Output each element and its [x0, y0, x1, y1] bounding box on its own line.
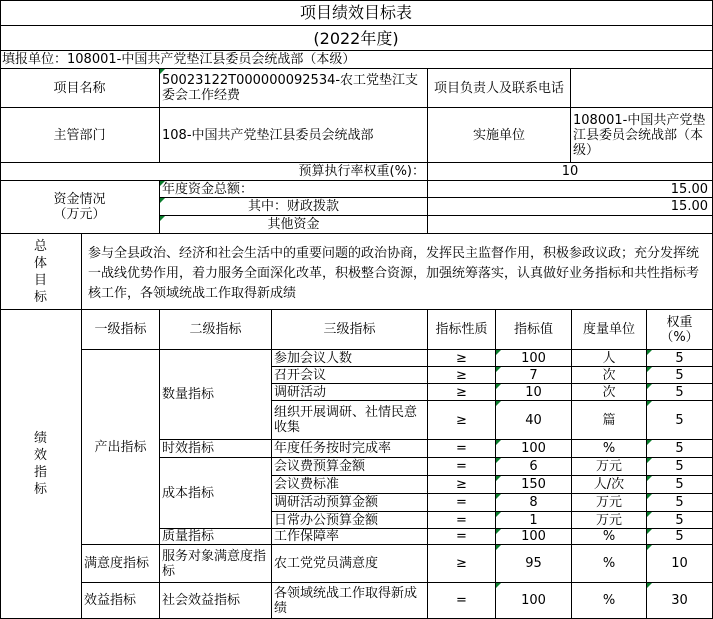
- dept-value: 108-中国共产党垫江县委员会统战部: [160, 108, 428, 163]
- indicator-value-text: 100: [521, 350, 546, 366]
- indicator-name-text: 组织开展调研、社情民意收集: [274, 405, 418, 435]
- indicator-nature-text: =: [456, 459, 467, 474]
- indicator-value: [496, 476, 572, 494]
- indicator-weight-text: 5: [675, 441, 684, 456]
- indicator-weight: [647, 458, 713, 476]
- header-unit: 度量单位: [572, 310, 647, 350]
- indicator-weight: [647, 545, 713, 583]
- indicator-nature: [428, 494, 496, 512]
- cell-marker: [647, 401, 652, 406]
- indicator-name-text: 农工党党员满意度: [274, 556, 379, 571]
- header-value: 指标值: [496, 310, 572, 350]
- indicator-nature: [428, 458, 496, 476]
- level2-social: 社会效益指标: [160, 583, 272, 619]
- indicator-value: [496, 350, 572, 367]
- indicator-unit-text: %: [602, 441, 616, 456]
- indicator-value: [496, 440, 572, 458]
- indicator-unit: [572, 367, 647, 384]
- fund-total-value: 15.00: [428, 181, 713, 198]
- indicator-value-text: 95: [525, 556, 542, 571]
- indicator-nature: [428, 583, 496, 619]
- indicator-unit: [572, 476, 647, 494]
- indicator-weight-text: 5: [675, 495, 684, 510]
- indicator-unit-text: 万元: [595, 495, 622, 510]
- indicator-unit: [572, 529, 647, 545]
- level2-service: 服务对象满意度指标: [160, 545, 272, 583]
- indicator-name: [272, 494, 428, 512]
- indicator-weight: [647, 350, 713, 367]
- indicator-unit: [572, 384, 647, 401]
- header-level1: 一级指标: [82, 310, 160, 350]
- cell-marker: [647, 545, 652, 550]
- cell-marker: [496, 401, 501, 406]
- indicator-unit-text: 人/次: [593, 477, 625, 492]
- cell-marker: [496, 545, 501, 550]
- indicator-value: [496, 494, 572, 512]
- indicator-weight: [647, 440, 713, 458]
- cell-marker: [647, 440, 652, 445]
- overall-goal-label: 总体目标: [0, 234, 82, 310]
- sheet-year: (2022年度): [0, 26, 713, 51]
- indicator-value-text: 10: [525, 384, 542, 400]
- indicator-name-text: 参加会议人数: [274, 350, 353, 366]
- indicator-name-text: 日常办公预算金额: [274, 512, 379, 528]
- indicator-weight-text: 5: [675, 367, 684, 383]
- indicator-nature-text: ≥: [456, 384, 467, 400]
- indicator-nature: [428, 529, 496, 545]
- indicator-unit-text: 篇: [602, 412, 616, 428]
- cell-marker: [647, 350, 652, 355]
- cell-marker: [647, 583, 652, 588]
- indicator-weight: [647, 384, 713, 401]
- indicator-nature: [428, 440, 496, 458]
- level1-benefit: 效益指标: [82, 583, 160, 619]
- cell-marker: [647, 512, 652, 517]
- indicator-name-text: 各领域统战工作取得新成绩: [274, 585, 418, 616]
- indicator-nature: [428, 384, 496, 401]
- indicator-name: [272, 440, 428, 458]
- indicator-weight: [647, 512, 713, 529]
- indicator-value: [496, 384, 572, 401]
- indicator-value-text: 6: [529, 459, 538, 474]
- indicator-value-text: 100: [521, 593, 546, 608]
- level2-cost: 成本指标: [160, 458, 272, 529]
- cell-marker: [496, 494, 501, 499]
- budget-weight-value: 10: [428, 163, 713, 181]
- cell-marker: [496, 458, 501, 463]
- indicator-name: [272, 350, 428, 367]
- indicator-unit-text: 万元: [595, 459, 622, 474]
- fund-fiscal-value: 15.00: [428, 198, 713, 216]
- indicator-name: [272, 583, 428, 619]
- indicator-unit-text: %: [602, 529, 616, 544]
- indicator-unit: [572, 440, 647, 458]
- indicator-value: [496, 545, 572, 583]
- indicator-nature-text: =: [456, 529, 467, 544]
- indicator-name: [272, 476, 428, 494]
- indicator-value: [496, 529, 572, 545]
- performance-indicators-label: 绩效指标: [0, 310, 82, 619]
- impl-unit-value: 108001-中国共产党垫江县委员会统战部（本级）: [571, 108, 713, 163]
- cell-marker: [647, 476, 652, 481]
- project-leader-value: [571, 69, 713, 108]
- indicator-name: [272, 384, 428, 401]
- indicator-unit: [572, 458, 647, 476]
- level2-quantity: 数量指标: [160, 350, 272, 440]
- indicator-unit-text: 次: [602, 367, 616, 383]
- indicator-name-text: 召开会议: [274, 367, 327, 383]
- indicator-name-text: 工作保障率: [274, 529, 340, 544]
- level1-satisfaction: 满意度指标: [82, 545, 160, 583]
- project-name-label: 项目名称: [0, 69, 160, 108]
- fund-total-label: 年度资金总额：: [160, 181, 428, 198]
- indicator-weight-text: 5: [675, 529, 684, 544]
- indicator-value: [496, 367, 572, 384]
- indicator-name: [272, 458, 428, 476]
- indicator-weight: [647, 367, 713, 384]
- indicator-weight-text: 30: [671, 593, 688, 608]
- indicator-unit-text: %: [602, 556, 616, 571]
- indicator-unit-text: 次: [602, 384, 616, 400]
- indicator-name: [272, 529, 428, 545]
- indicator-weight-text: 5: [675, 477, 684, 492]
- indicator-nature-text: ≥: [456, 367, 467, 383]
- indicator-nature-text: ≥: [456, 412, 467, 428]
- cell-marker: [496, 367, 501, 372]
- indicator-value-text: 1: [529, 512, 538, 528]
- cell-marker: [647, 367, 652, 372]
- level2-quality: 质量指标: [160, 529, 272, 545]
- indicator-nature-text: ≥: [456, 477, 467, 492]
- indicator-name-text: 调研活动: [274, 384, 327, 400]
- indicator-unit-text: 人: [602, 350, 616, 366]
- overall-goal-text: 参与全县政治、经济和社会生活中的重要问题的政治协商，发挥民主监督作用，积极参政议政；充分发挥统一战线优势作用，着力服务全面深化改革，积极整合资源，加强统筹落实，认真做好业务指标和共性指标考核工作，各领域统战工作取得新成绩: [82, 234, 713, 310]
- indicator-nature-text: =: [456, 495, 467, 510]
- indicator-nature: [428, 367, 496, 384]
- indicator-unit-text: %: [602, 593, 616, 608]
- indicator-nature: [428, 512, 496, 529]
- indicator-weight-text: 5: [675, 412, 684, 428]
- budget-weight-label: 预算执行率权重(%)：: [0, 163, 428, 181]
- cell-marker: [496, 583, 501, 588]
- dept-label: 主管部门: [0, 108, 160, 163]
- indicator-nature-text: =: [456, 593, 467, 608]
- cell-marker: [496, 440, 501, 445]
- cell-marker: [647, 494, 652, 499]
- header-weight: 权重（%）: [647, 310, 713, 350]
- indicator-nature-text: ≥: [456, 350, 467, 366]
- reporting-unit: 填报单位：108001-中国共产党垫江县委员会统战部（本级）: [0, 51, 713, 69]
- cell-marker: [647, 458, 652, 463]
- cell-marker: [647, 529, 652, 534]
- indicator-value: [496, 583, 572, 619]
- indicator-value: [496, 401, 572, 440]
- indicator-nature: [428, 545, 496, 583]
- indicator-name: [272, 545, 428, 583]
- indicator-value-text: 100: [521, 441, 546, 456]
- fund-fiscal-label: 其中：财政拨款: [160, 198, 428, 216]
- indicator-unit: [572, 494, 647, 512]
- indicator-nature-text: =: [456, 512, 467, 528]
- indicator-weight: [647, 401, 713, 440]
- indicator-nature: [428, 350, 496, 367]
- cell-marker: [496, 529, 501, 534]
- cell-marker: [647, 384, 652, 389]
- indicator-weight-text: 10: [671, 556, 688, 571]
- indicator-weight-text: 5: [675, 384, 684, 400]
- indicator-value-text: 40: [525, 412, 542, 428]
- indicator-unit: [572, 512, 647, 529]
- cell-marker: [496, 512, 501, 517]
- indicator-name-text: 年度任务按时完成率: [274, 441, 392, 456]
- indicator-unit-text: 万元: [595, 512, 622, 528]
- fund-other-value: [428, 216, 713, 234]
- indicator-value: [496, 458, 572, 476]
- project-leader-label: 项目负责人及联系电话: [428, 69, 571, 108]
- indicator-name-text: 会议费标准: [274, 477, 340, 492]
- indicator-nature: [428, 476, 496, 494]
- cell-marker: [496, 350, 501, 355]
- indicator-name-text: 会议费预算金额: [274, 459, 366, 474]
- indicator-unit: [572, 350, 647, 367]
- fund-other-label: 其他资金: [160, 216, 428, 234]
- indicator-nature: [428, 401, 496, 440]
- project-name-value: 50023122T000000092534-农工党垫江支委会工作经费: [160, 69, 428, 108]
- header-level2: 二级指标: [160, 310, 272, 350]
- sheet-title: 项目绩效目标表: [0, 0, 713, 26]
- indicator-weight-text: 5: [675, 512, 684, 528]
- indicator-weight-text: 5: [675, 350, 684, 366]
- indicator-weight: [647, 529, 713, 545]
- indicator-unit: [572, 401, 647, 440]
- header-nature: 指标性质: [428, 310, 496, 350]
- header-level3: 三级指标: [272, 310, 428, 350]
- indicator-value-text: 7: [529, 367, 538, 383]
- indicator-unit: [572, 583, 647, 619]
- indicator-weight-text: 5: [675, 459, 684, 474]
- indicator-weight: [647, 494, 713, 512]
- level1-output: 产出指标: [82, 350, 160, 545]
- indicator-weight: [647, 583, 713, 619]
- fund-label: 资金情况（万元）: [0, 181, 160, 234]
- indicator-value-text: 8: [529, 495, 538, 510]
- impl-unit-label: 实施单位: [428, 108, 571, 163]
- indicator-value: [496, 512, 572, 529]
- indicator-value-text: 100: [521, 529, 546, 544]
- indicator-name-text: 调研活动预算金额: [274, 495, 379, 510]
- cell-marker: [496, 384, 501, 389]
- indicator-name: [272, 401, 428, 440]
- cell-marker: [496, 476, 501, 481]
- indicator-weight: [647, 476, 713, 494]
- level2-timeliness: 时效指标: [160, 440, 272, 458]
- indicator-name: [272, 367, 428, 384]
- indicator-value-text: 150: [521, 477, 546, 492]
- indicator-nature-text: ≥: [456, 556, 467, 571]
- indicator-name: [272, 512, 428, 529]
- indicator-unit: [572, 545, 647, 583]
- indicator-nature-text: =: [456, 441, 467, 456]
